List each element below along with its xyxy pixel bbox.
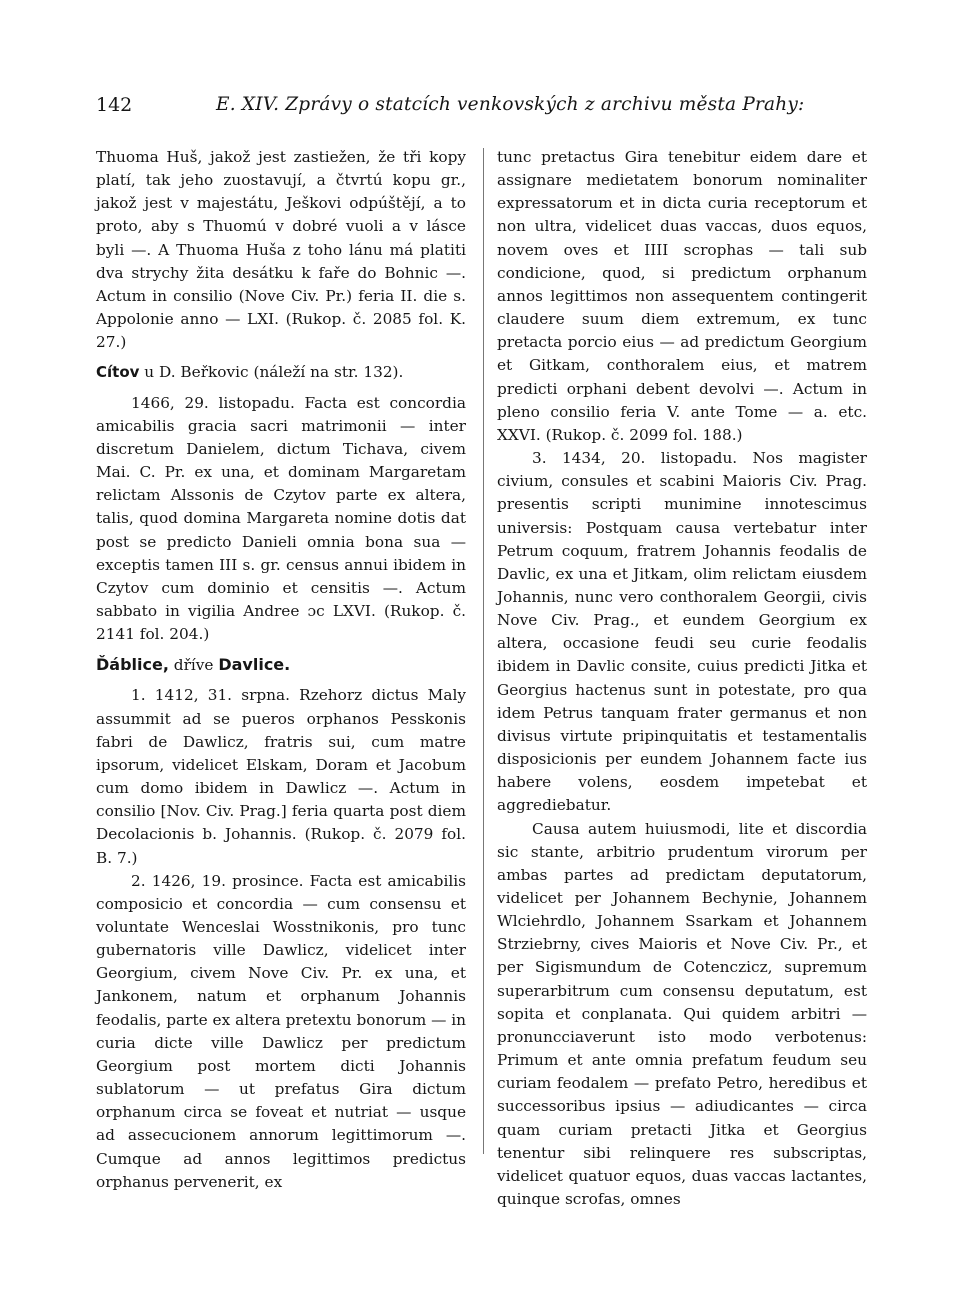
paragraph-causa: Causa autem huiusmodi, lite et discordia sic stante, arbitrio prudentum virorum per ambas partes ad predictam deputatorum, videlicet per Johannem Bechynie, Johannem Wlciehrdlo, Johannem Ssarkam et Johannem Strziebrny, cives Maioris et Nove Civ. Pr., et per Sigismundum de Cotenczicz, supremum superarbitrum cum consensu deputatum, est sopita et conplanata. Qui quidem arbitri — pronuncciaverunt isto modo verbotenus: Primum et ante omnia prefatum feudum seu curiam feodalem — prefato Petro, heredibus et successoribus ipsius — adiudicantes — circa quam curiam pretacti Jitka et Georgius tenentur sibi relinquere res subscriptas, videlicet quatuor equos, duas vaccas lactantes, quinque scrofas, omnes — [497, 819, 867, 1209]
right-column — [497, 146, 867, 1211]
running-title: E. XIV. Zprávy o statcích venkovských z archivu města Prahy: — [216, 94, 805, 115]
paragraph-1434: 3. 1434, 20. listopadu. Nos magister civium, consules et scabini Maioris Civ. Prag. presentis scripti munimine innotescimus universis: Postquam causa vertebatur inter Petrum coquum, fratrem Johannis feodalis de Davlic, ex una et Jitkam, olim relictam eiusdem Johannis, nunc vero conthoralem Georgii, civis Nove Civ. Prag., et eundem Georgium ex altera, occasione feudi seu curie feodalis ibidem in Davlic consite, cuius predicti Jitka et Georgius hactenus sunt in potestate, pro qua idem Petrus tanquam frater germanus et non divisus virtute pripinquitatis et testamentalis disposicionis per eundem Johannem facte ius habere volens, eosdem impetebat et aggrediebatur. — [497, 449, 867, 815]
page-number: 142 — [96, 94, 133, 116]
heading-note: u D. Beřkovic (náleží na str. 132). — [139, 363, 404, 382]
place-name-davlice: Davlice. — [218, 655, 291, 675]
entry-heading-citov — [96, 361, 466, 384]
paragraph-1412: 1. 1412, 31. srpna. Rzehorz dictus Maly assummit ad se pueros orphanos Pesskonis fabri de Dawlicz, fratris sui, cum matre ipsorum, videlicet Elskam, Doram et Jacobum cum domo ibidem in Dawlicz —. Actum in consilio [Nov. Civ. Prag.] feria quarta post diem Decolacionis b. Johannis. (Rukop. č. 2079 fol. B. 7.) — [96, 686, 466, 867]
paragraph-1466: 1466, 29. listopadu. Facta est concordia amicabilis gracia sacri matrimonii — inter discretum Danielem, dictum Tichava, civem Mai. C. Pr. ex una, et dominam Margaretam relictam Alssonis de Czytov parte ex altera, talis, quod domina Margareta nomine dotis dat post se predicto Danieli omnia bona sua — exceptis tamen III s. gr. census annui ibidem in Czytov cum dominio et censitis —. Actum sabbato in vigilia Andree ɔc LXVI. (Rukop. č. 2141 fol. 204.) — [96, 393, 466, 644]
paragraph-thuoma: Thuoma Huš, jakož jest zastiežen, že tři kopy platí, tak jeho zuostavují, a čtvrtú kopu gr., jakož jest v majestátu, Ješkovi odpúštějí, a to proto, aby s Thuomú v dobré vuoli a v lásce byli —. A Thuoma Huša z toho lánu má platiti dva strychy žita desátku k faře do Bohnic —. Actum in consilio (Nove Civ. Pr.) feria II. die s. Appolonie anno — LXI. (Rukop. č. 2085 fol. K. 27.) — [96, 148, 466, 352]
heading-connector: dříve — [168, 656, 219, 675]
place-name-citov: Cítov — [96, 363, 140, 382]
place-name-dablice: Ďáblice, — [96, 655, 169, 675]
running-head — [96, 94, 866, 124]
column-divider — [483, 148, 484, 1154]
entry-heading-dablice — [96, 653, 466, 677]
paragraph-continuation: tunc pretactus Gira tenebitur eidem dare et assignare medietatem bonorum nominaliter expressatorum et in dicta curia receptorum et non ultra, videlicet duas vaccas, duos equos, novem oves et IIII scrophas — tali sub condicione, quod, si predictum orphanum annos legittimos non assequentem contingerit claudere suum diem extremum, ex tunc pretacta porcio eius — ad predictum Georgium et Gitkam, conthoralem eius, et matrem predicti orphani debent devolvi —. Actum in pleno consilio feria V. ante Tome — a. etc. XXVI. (Rukop. č. 2099 fol. 188.) — [497, 148, 867, 444]
left-column — [96, 146, 466, 1194]
paragraph-1426: 2. 1426, 19. prosince. Facta est amicabilis composicio et concordia — cum consensu et voluntate Wenceslai Wosstnikonis, pro tunc gubernatoris ville Dawlicz, videlicet inter Georgium, civem Nove Civ. Pr. ex una, et Jankonem, natum et orphanum Johannis feodalis, parte ex altera pretextu bonorum — in curia dicte ville Dawlicz per predictum Georgium post mortem dicti Johannis sublatorum — ut prefatus Gira dictum orphanum circa se foveat et nutriat — usque ad assecucionem annorum legittimorum —. Cumque ad annos legittimos predictus orphanus pervenerit, ex — [96, 871, 466, 1191]
